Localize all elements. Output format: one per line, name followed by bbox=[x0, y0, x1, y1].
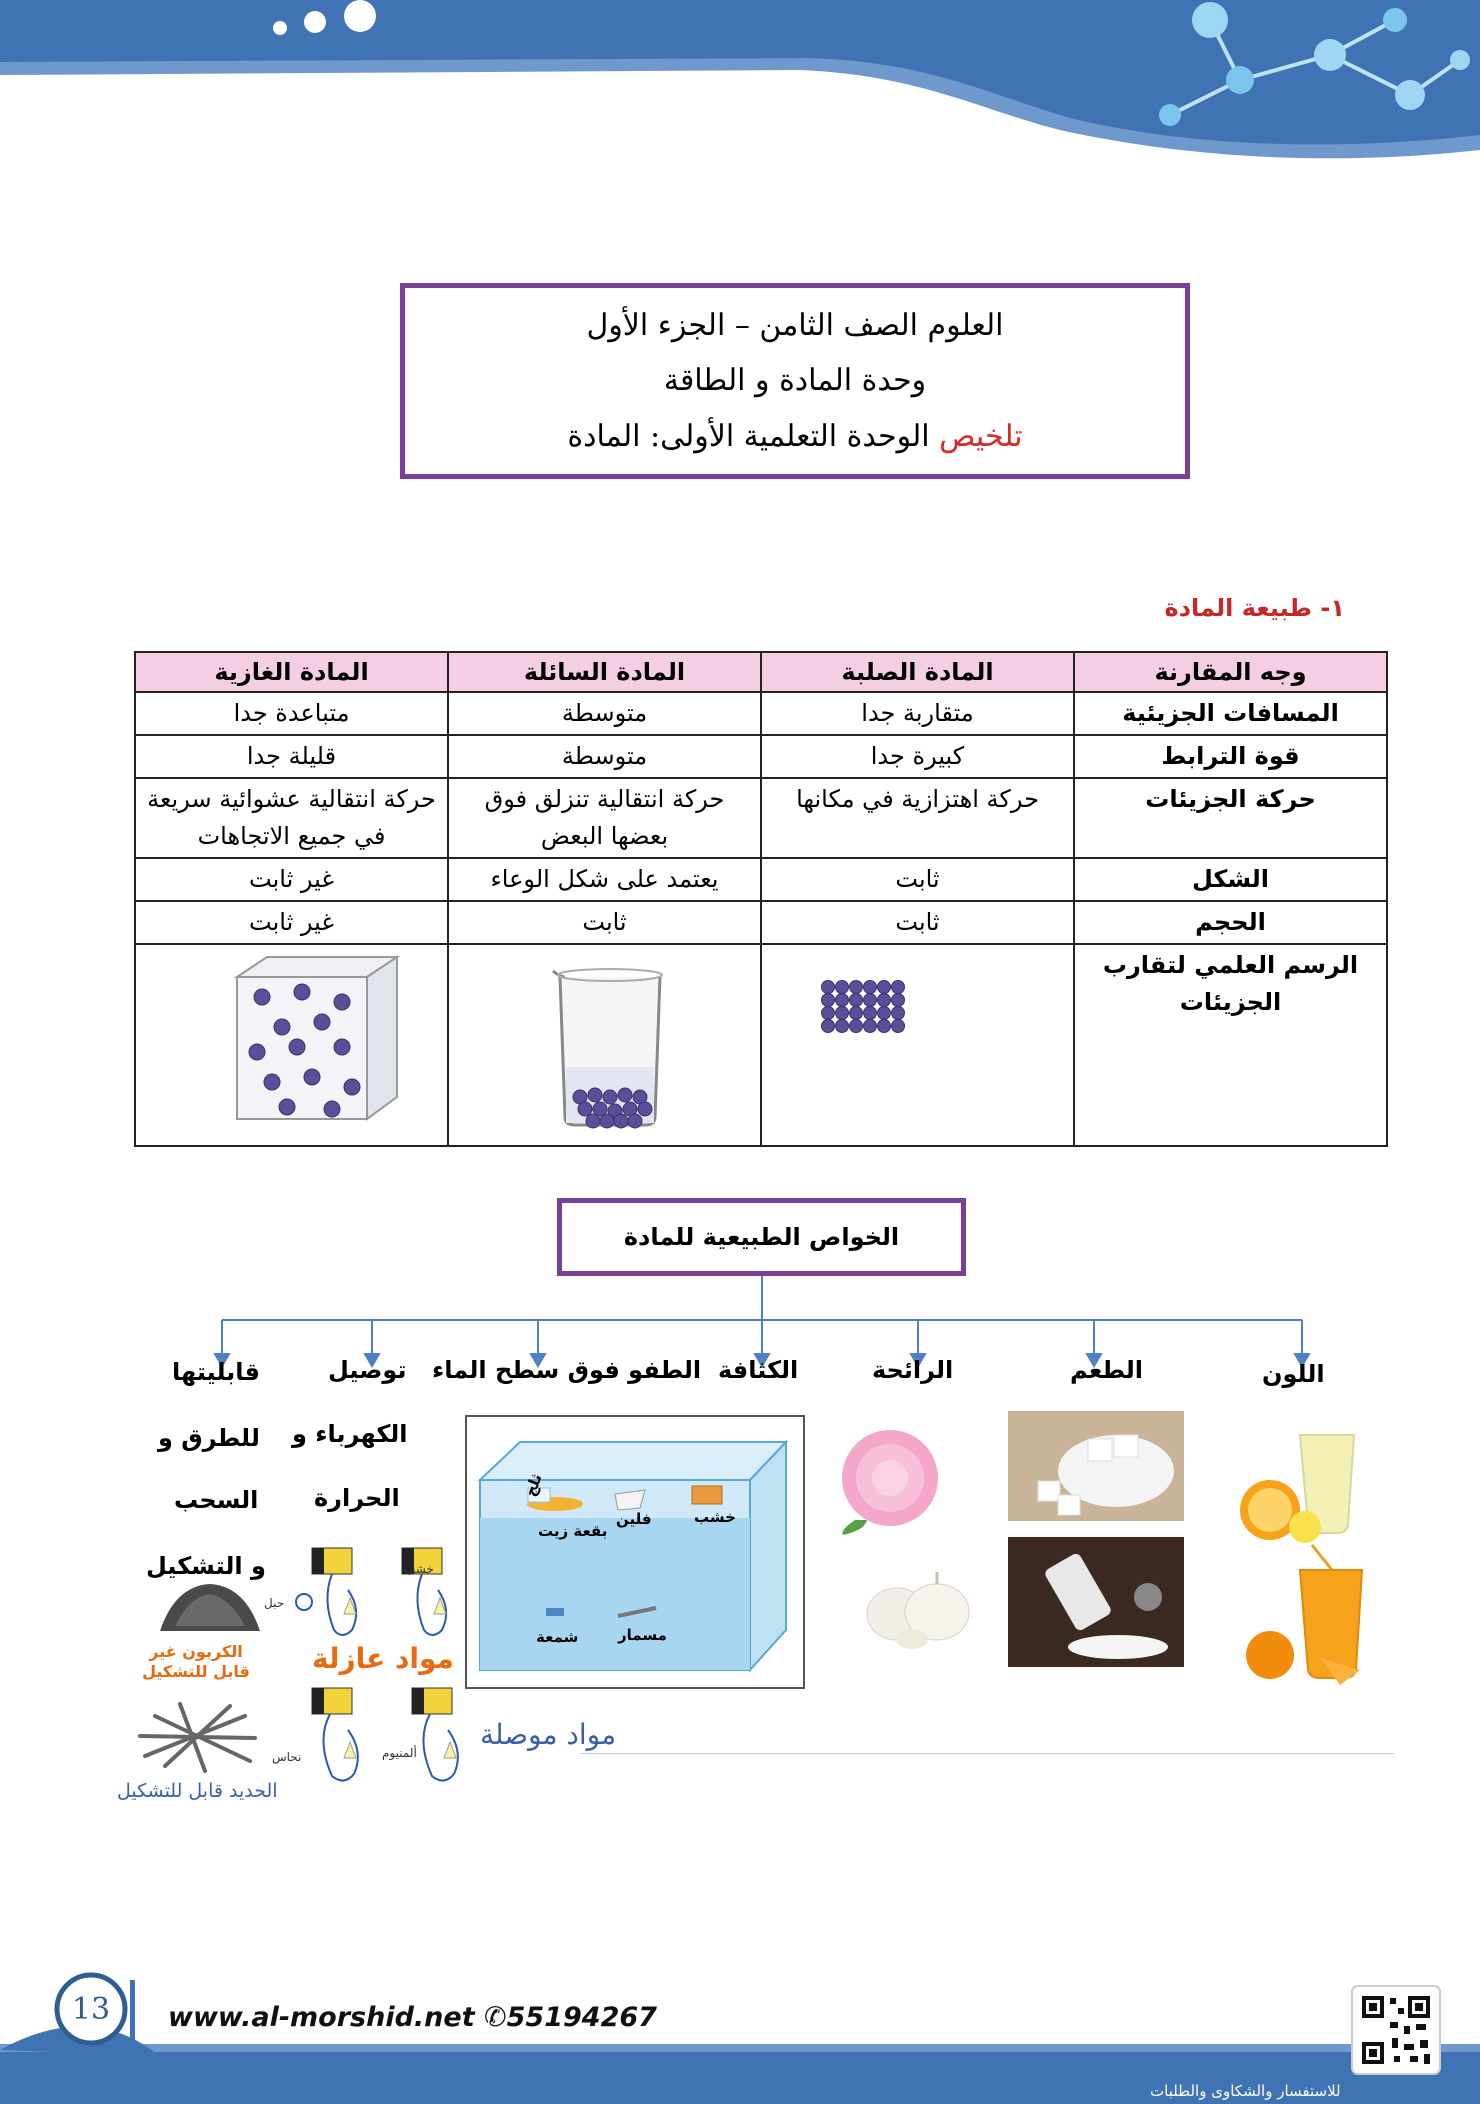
gas-box-icon bbox=[172, 947, 412, 1137]
iron-caption: الحديد قابل للتشكيل bbox=[117, 1780, 278, 1802]
table-row bbox=[135, 778, 1387, 858]
sugar-cubes-icon bbox=[1008, 1411, 1184, 1521]
website-url: www.al-morshid.net ✆55194267 bbox=[168, 2002, 657, 2033]
property-malleability: قابليتها bbox=[172, 1358, 260, 1386]
orange-juice-icon bbox=[1240, 1540, 1370, 1685]
table-header-row bbox=[135, 652, 1387, 692]
garlic-icon bbox=[852, 1564, 977, 1654]
table-row bbox=[135, 692, 1387, 735]
header-gas: المادة الغازية bbox=[135, 652, 448, 692]
table-row bbox=[135, 944, 1387, 1146]
table-cell: غير ثابت bbox=[135, 858, 448, 901]
malleability-line-1: للطرق و bbox=[158, 1424, 260, 1452]
table-cell: متقاربة جدا bbox=[761, 692, 1074, 735]
title-line-1: العلوم الصف الثامن – الجزء الأول bbox=[586, 308, 1004, 344]
solid-diagram-cell bbox=[761, 944, 1074, 1146]
table-cell: ثابت bbox=[761, 858, 1074, 901]
header-solid: المادة الصلبة bbox=[761, 652, 1074, 692]
tank-label-wood: خشب bbox=[694, 1508, 736, 1526]
gas-diagram-cell bbox=[135, 944, 448, 1146]
title-line-3 bbox=[567, 419, 1022, 454]
table-cell: يعتمد على شكل الوعاء bbox=[448, 858, 761, 901]
conductor-circuits-icon bbox=[282, 1680, 472, 1800]
table-cell: الشكل bbox=[1074, 858, 1387, 901]
header-banner bbox=[0, 0, 1480, 160]
property-density: الكثافة bbox=[718, 1356, 799, 1384]
malleability-line-2: السحب bbox=[174, 1486, 259, 1514]
table-row bbox=[135, 858, 1387, 901]
liquid-beaker-icon bbox=[485, 947, 725, 1137]
conductors-caption: مواد موصلة bbox=[480, 1718, 617, 1751]
carbon-caption: الكربون غير قابل للتشكيل bbox=[142, 1642, 250, 1681]
table-cell: متباعدة جدا bbox=[135, 692, 448, 735]
table-row bbox=[135, 901, 1387, 944]
circuit-label-wood: خشب bbox=[404, 1562, 434, 1576]
table-cell: الحجم bbox=[1074, 901, 1387, 944]
table-cell: حركة انتقالية عشوائية سريعة في جميع الاتجاهات bbox=[135, 778, 448, 858]
tank-label-cork: فلين bbox=[616, 1510, 652, 1528]
title-summary-word: تلخيص bbox=[939, 418, 1023, 454]
lemon-juice-icon bbox=[1230, 1415, 1360, 1545]
physical-properties-box: الخواص الطبيعية للمادة bbox=[557, 1198, 966, 1276]
circuit-label-aluminum: ألمنيوم bbox=[382, 1746, 417, 1760]
table-cell: قوة الترابط bbox=[1074, 735, 1387, 778]
liquid-diagram-cell bbox=[448, 944, 761, 1146]
table-cell: ثابت bbox=[761, 901, 1074, 944]
header-comparison: وجه المقارنة bbox=[1074, 652, 1387, 692]
page-number: 13 bbox=[71, 1991, 111, 2027]
conduction-line-2: الحرارة bbox=[314, 1484, 400, 1512]
circuit-label-rope: حبل bbox=[264, 1596, 285, 1610]
table-cell: متوسطة bbox=[448, 692, 761, 735]
property-taste: الطعم bbox=[1070, 1356, 1143, 1384]
property-conduction: توصيل bbox=[328, 1356, 407, 1384]
table-cell: حركة انتقالية تنزلق فوق بعضها البعض bbox=[448, 778, 761, 858]
title-line-2: وحدة المادة و الطاقة bbox=[663, 363, 927, 399]
insulators-caption: مواد عازلة bbox=[312, 1642, 454, 1675]
iron-nails-icon bbox=[135, 1696, 265, 1776]
flower-icon bbox=[835, 1420, 945, 1538]
property-floating: الطفو فوق سطح الماء bbox=[432, 1356, 702, 1384]
table-cell: قليلة جدا bbox=[135, 735, 448, 778]
solid-particles-icon bbox=[798, 947, 1038, 1137]
title-unit-name: الوحدة التعلمية الأولى: المادة bbox=[567, 418, 940, 454]
circuit-label-copper: نحاس bbox=[272, 1750, 302, 1764]
property-smell: الرائحة bbox=[872, 1356, 954, 1384]
table-cell: المسافات الجزيئية bbox=[1074, 692, 1387, 735]
tank-label-ice: ثلج bbox=[520, 1471, 546, 1499]
table-cell: حركة اهتزازية في مكانها bbox=[761, 778, 1074, 858]
malleability-line-3: و التشكيل bbox=[146, 1552, 266, 1580]
table-cell: متوسطة bbox=[448, 735, 761, 778]
tank-label-nail: مسمار bbox=[618, 1626, 667, 1644]
salt-shaker-icon bbox=[1008, 1537, 1184, 1667]
table-cell: حركة الجزيئات bbox=[1074, 778, 1387, 858]
divider-line bbox=[580, 1753, 1394, 1754]
table-row bbox=[135, 735, 1387, 778]
table-cell: ثابت bbox=[448, 901, 761, 944]
carbon-pile-icon bbox=[155, 1576, 265, 1636]
section-heading: ١- طبيعة المادة bbox=[1164, 594, 1345, 622]
property-color: اللون bbox=[1262, 1360, 1325, 1388]
insulator-circuits-icon bbox=[282, 1540, 462, 1650]
table-cell: غير ثابت bbox=[135, 901, 448, 944]
footer-note: للاستفسار والشكاوى والطلبات bbox=[1150, 2082, 1341, 2100]
table-cell: كبيرة جدا bbox=[761, 735, 1074, 778]
title-box bbox=[400, 283, 1190, 479]
tank-label-candle: شمعة bbox=[536, 1628, 579, 1646]
conduction-line-1: الكهرباء و bbox=[292, 1420, 408, 1448]
table-cell: الرسم العلمي لتقارب الجزيئات bbox=[1074, 944, 1387, 1146]
states-of-matter-table bbox=[134, 651, 1388, 1147]
tank-label-oil: بقعة زيت bbox=[538, 1522, 608, 1540]
header-liquid: المادة السائلة bbox=[448, 652, 761, 692]
